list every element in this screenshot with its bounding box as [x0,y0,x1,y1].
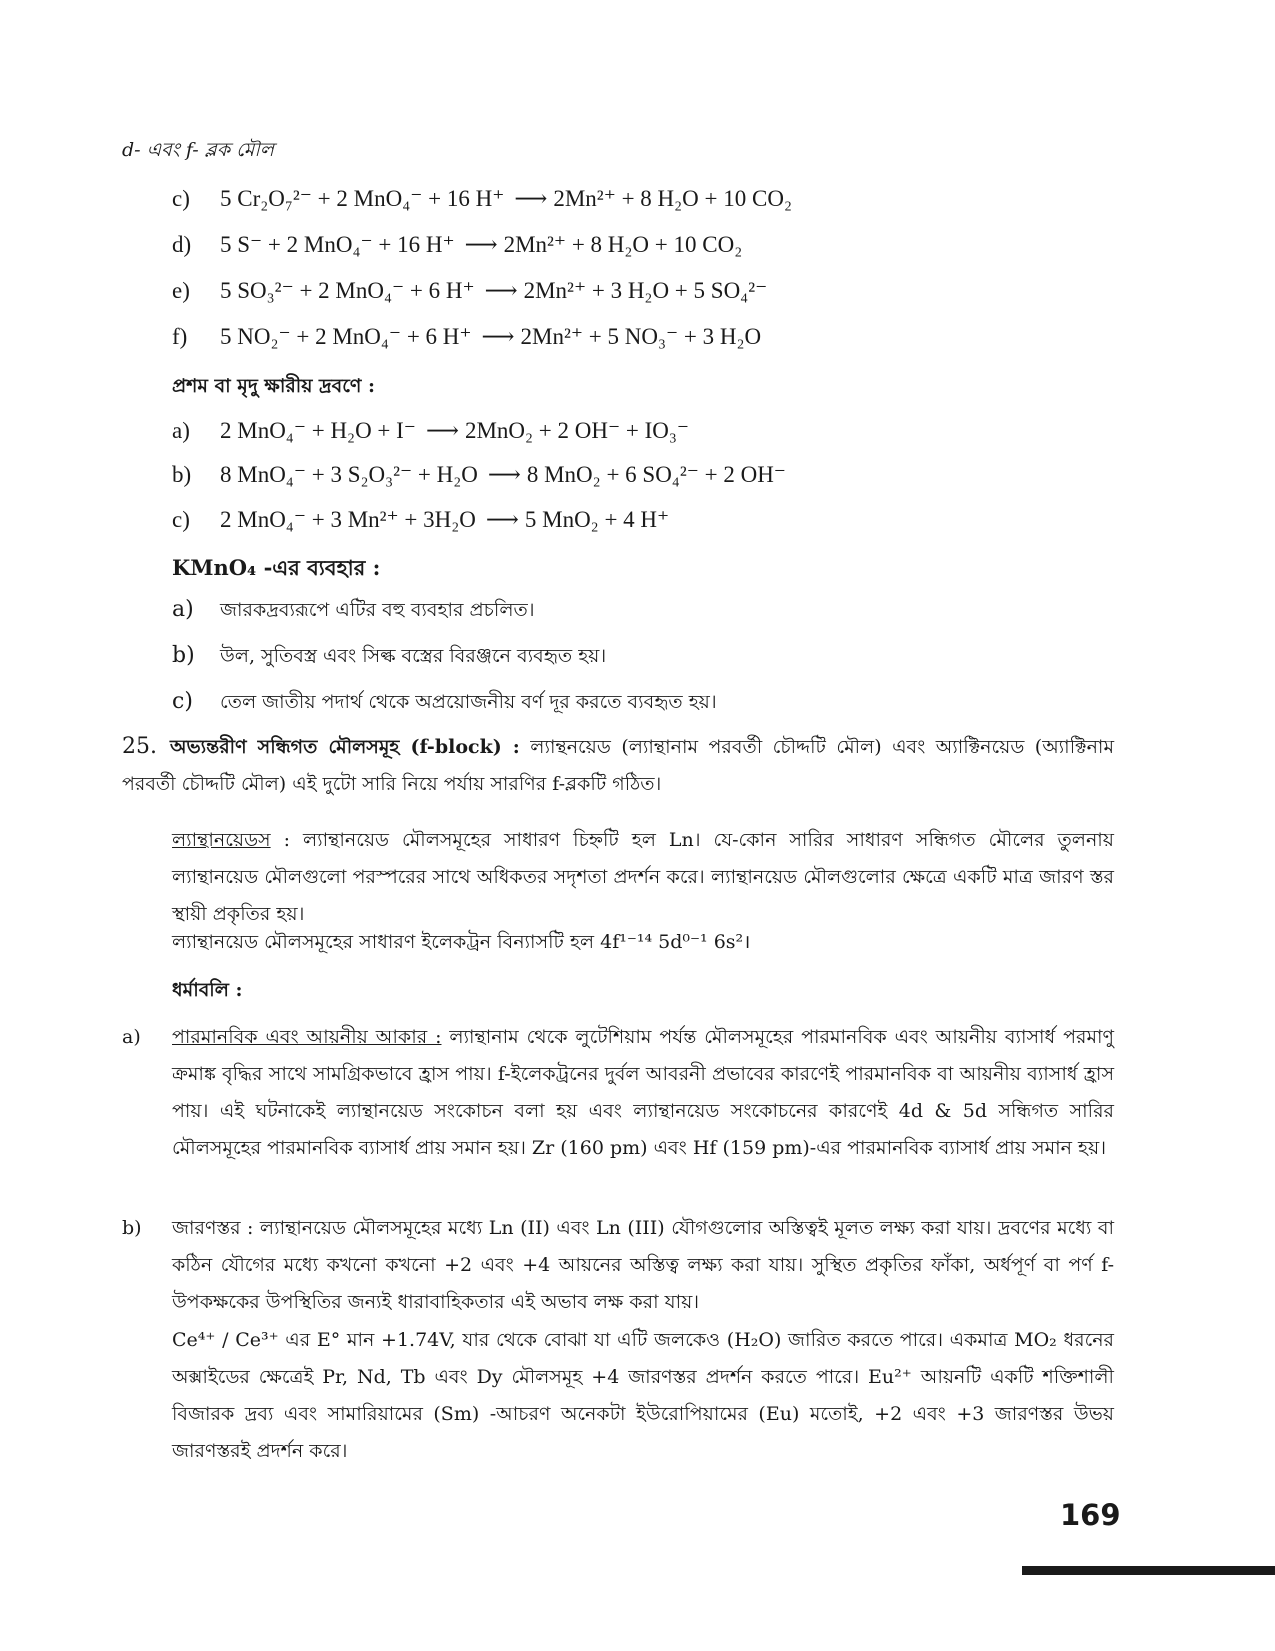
use-text: জারকদ্রব্যরূপে এটির বহু ব্যবহার প্রচলিত। [220,599,535,621]
reaction-arrow-icon: ⟶ [484,278,518,303]
equation-products: 2Mn²⁺ + 8 H₂O + 10 CO₂ [553,186,792,211]
equation-label: b) [172,462,192,487]
section-text: ল্যান্থনয়েড (ল্যান্থানাম পরবর্তী চৌদ্দটি মৌল) এবং অ্যাক্টিনয়েড (অ্যাক্টিনাম পরবর্তী চৌদ্দটি মৌল) এই দুটো সারি নিয়ে পর্যায় সারণির f-ব্লকটি গঠিত। [122,736,1114,795]
lanthanoids-paragraph [172,822,1114,933]
equation-row [172,186,792,212]
prop-a-label: a) [122,1026,141,1048]
equation-reactants: 5 NO₂⁻ + 2 MnO₄⁻ + 6 H⁺ [220,324,472,349]
equation-row [172,507,669,533]
equation-label: c) [172,186,190,211]
equation-row [172,462,786,488]
use-item [172,688,717,720]
use-label: a) [172,597,194,622]
prop-b-paragraph: জারণস্তর : ল্যান্থানয়েড মৌলসমূহের মধ্যে Ln (II) এবং Ln (III) যৌগগুলোর অস্তিত্বই মূলত লক্ষ্য করা যায়। দ্রবণের মধ্যে বা কঠিন যৌগের মধ্যে কখনো কখনো +2 এবং +4 আয়নের অস্তিত্ব লক্ষ্য করা যায়। সুস্থিত প্রকৃতির ফাঁকা, অর্ধপূর্ণ বা পর্ণ f-উপকক্ষকের উপস্থিতির জন্যই ধারাবাহিকতার এই অভাব লক্ষ করা যায়। [172,1217,1114,1313]
equation-row [172,324,761,350]
prop-a-text: ল্যান্থানাম থেকে লুটেশিয়াম পর্যন্ত মৌলসমূহের পারমানবিক এবং আয়নীয় ব্যাসার্ধ পরমাণু ক্রমাঙ্ক বৃদ্ধির সাথে সামগ্রিকভাবে হ্রাস পায়। f-ইলেকট্রনের দুর্বল আবরনী প্রভাবের কারণেই পারমানবিক বা আয়নীয় ব্যাসার্ধ হ্রাস পায়। এই ঘটনাকেই ল্যান্থানয়েড সংকোচন বলা হয় এবং ল্যান্থানয়েড সংকোচনের কারণেই 4d & 5d সন্ধিগত সারির মৌলসমূহের পারমানবিক ব্যাসার্ধ প্রায় সমান হয়। Zr (160 pm) এবং Hf (159 pm)-এর পারমানবিক ব্যাসার্ধ প্রায় সমান হয়। [172,1026,1114,1159]
reaction-arrow-icon: ⟶ [485,507,519,532]
equation-row [172,418,689,444]
electron-configuration: ল্যান্থানয়েড মৌলসমূহের সাধারণ ইলেকট্রন বিন্যাসটি হল 4f¹⁻¹⁴ 5d⁰⁻¹ 6s²। [172,931,751,953]
equation-label: e) [172,278,190,303]
use-item [172,642,606,674]
reaction-arrow-icon: ⟶ [481,324,515,349]
equation-reactants: 5 SO₃²⁻ + 2 MnO₄⁻ + 6 H⁺ [220,278,475,303]
equation-products: 2MnO₂ + 2 OH⁻ + IO₃⁻ [464,418,689,443]
use-label: c) [172,689,193,714]
equation-label: a) [172,418,190,443]
equation-reactants: 2 MnO₄⁻ + H₂O + I⁻ [220,418,416,443]
section-title: অভ্যন্তরীণ সন্ধিগত মৌলসমূহ (f-block) : [170,736,520,758]
equation-products: 5 MnO₂ + 4 H⁺ [524,507,670,532]
page-number: 169 [1060,1498,1121,1532]
equation-products: 2Mn²⁺ + 8 H₂O + 10 CO₂ [503,232,743,257]
equation-products: 2Mn²⁺ + 5 NO₃⁻ + 3 H₂O [520,324,762,349]
lanthanoids-label: ল্যান্থানয়েডস [172,829,271,851]
use-item [172,596,535,628]
reaction-arrow-icon: ⟶ [487,462,521,487]
equation-row [172,278,767,304]
equation-reactants: 5 S⁻ + 2 MnO₄⁻ + 16 H⁺ [220,232,455,257]
equation-reactants: 2 MnO₄⁻ + 3 Mn²⁺ + 3H₂O [220,507,476,532]
reaction-arrow-icon: ⟶ [425,418,459,443]
equation-label: f) [172,324,188,349]
equation-products: 8 MnO₂ + 6 SO₄²⁻ + 2 OH⁻ [526,462,786,487]
equation-label: d) [172,232,192,257]
equation-products: 2Mn²⁺ + 3 H₂O + 5 SO₄²⁻ [523,278,768,303]
lanthanoids-text: : ল্যান্থানয়েড মৌলসমূহের সাধারণ চিহ্নটি হল Ln। যে-কোন সারির সাধারণ সন্ধিগত মৌলের তুলনায় ল্যান্থানয়েড মৌলগুলো পরস্পরের সাথে অধিকতর সদৃশতা প্রদর্শন করে। ল্যান্থানয়েড মৌলগুলোর ক্ষেত্রে একটি মাত্র জারণ স্তর স্থায়ী প্রকৃতির হয়। [172,829,1114,925]
section-number: 25. [122,734,157,759]
equation-row [172,232,742,258]
reaction-arrow-icon: ⟶ [464,232,498,257]
equation-reactants: 8 MnO₄⁻ + 3 S₂O₃²⁻ + H₂O [220,462,478,487]
use-text: উল, সুতিবস্ত্র এবং সিল্ক বস্ত্রের বিরঞ্জনে ব্যবহৃত হয়। [220,645,607,667]
chapter-header: d- এবং f- ব্লক মৌল [122,139,274,161]
properties-heading: ধর্মাবলি : [172,979,243,1001]
use-label: b) [172,643,195,668]
prop-b-paragraph-2: Ce⁴⁺ / Ce³⁺ এর E° মান +1.74V, যার থেকে বোঝা যা এটি জলকেও (H₂O) জারিত করতে পারে। একমাত্র MO₂ ধরনের অক্সাইডের ক্ষেত্রেই Pr, Nd, Tb এবং Dy মৌলসমূহ +4 জারণস্তর প্রদর্শন করতে পারে। Eu²⁺ আয়নটি একটি শক্তিশালী বিজারক দ্রব্য এবং সামারিয়ামের (Sm) -আচরণ অনেকটা ইউরোপিয়ামের (Eu) মতোই, +2 এবং +3 জারণস্তর উভয় জারণস্তরই প্রদর্শন করে। [172,1329,1114,1462]
equation-reactants: 5 Cr₂O₇²⁻ + 2 MnO₄⁻ + 16 H⁺ [220,186,505,211]
neutral-heading: প্রশম বা মৃদু ক্ষারীয় দ্রবণে : [172,375,375,397]
prop-a-paragraph [172,1019,1114,1167]
reaction-arrow-icon: ⟶ [514,186,548,211]
equation-label: c) [172,507,190,532]
uses-heading: KMnO₄ -এর ব্যবহার : [172,555,381,580]
use-text: তেল জাতীয় পদার্থ থেকে অপ্রয়োজনীয় বর্ণ দূর করতে ব্যবহৃত হয়। [220,691,717,713]
prop-b-label: b) [122,1217,142,1239]
section-25 [122,728,1114,803]
footer-bar [1022,1566,1275,1575]
prop-a-title: পারমানবিক এবং আয়নীয় আকার : [172,1026,442,1048]
